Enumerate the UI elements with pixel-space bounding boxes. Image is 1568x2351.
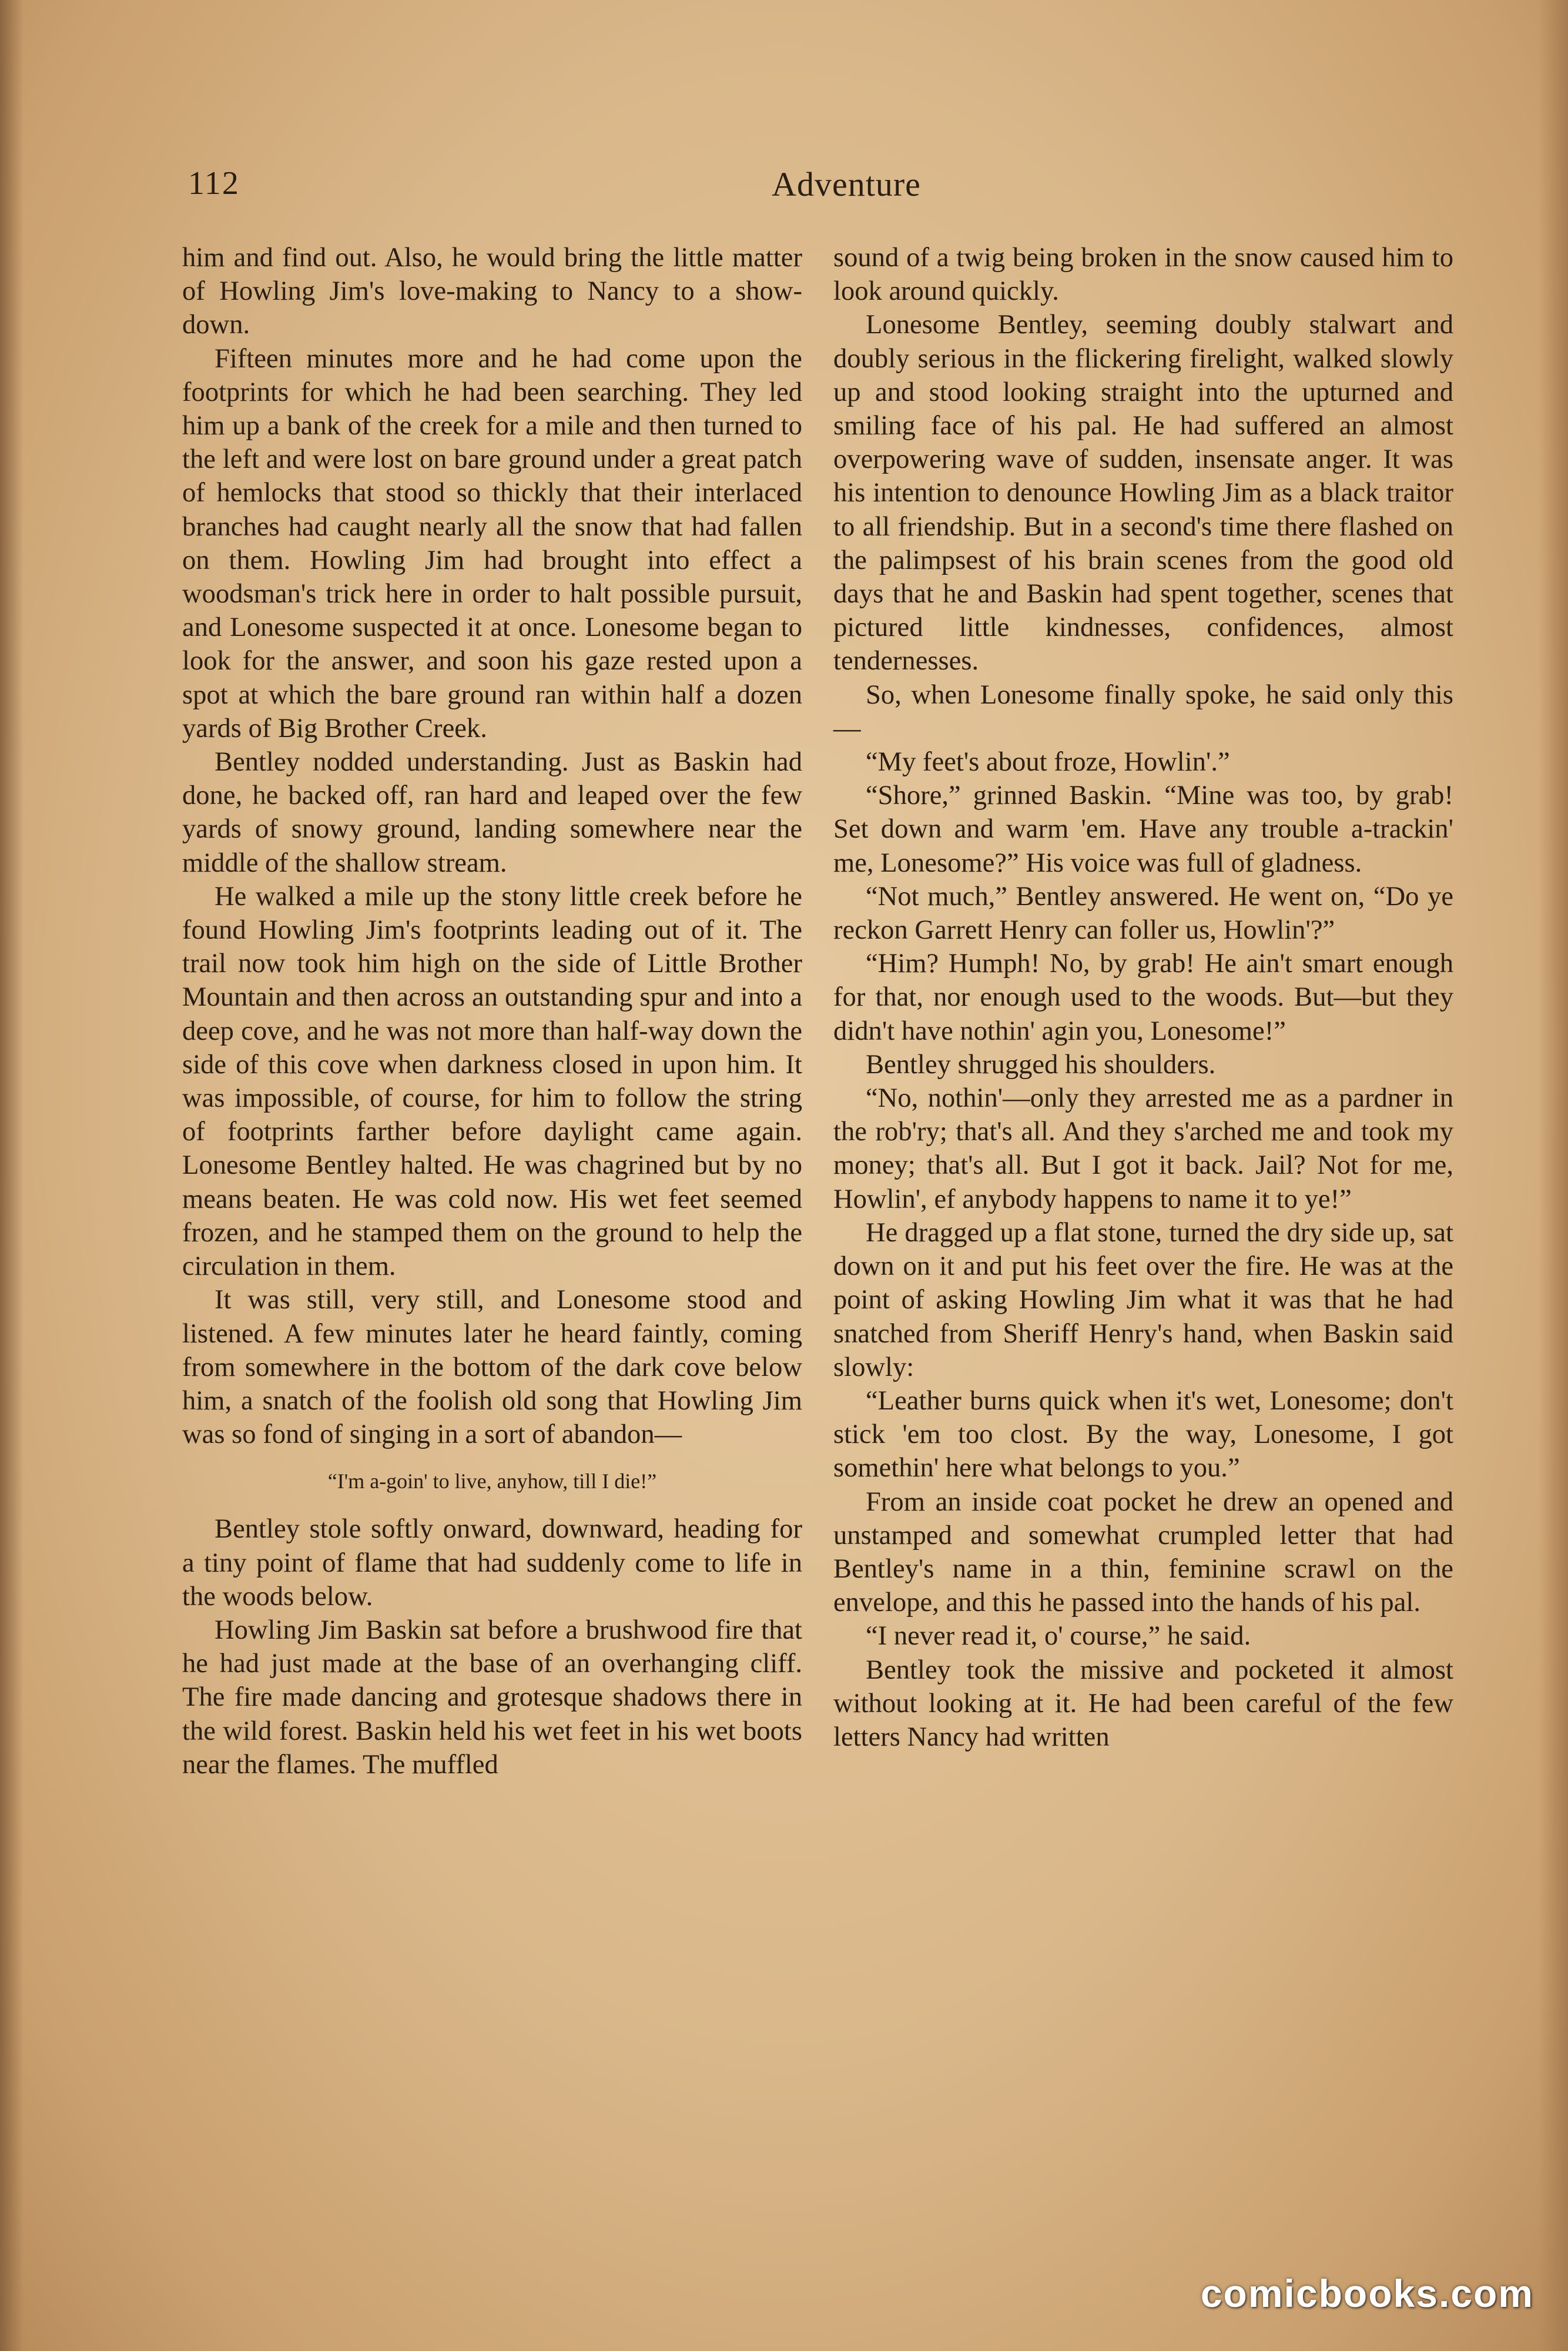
dialogue-line: “Him? Humph! No, by grab! He ain't smart enough for that, nor enough used to the woods. But—but they didn't have nothin' agin you, Lonesome!” bbox=[833, 948, 1453, 1046]
song-verse: “I'm a-goin' to live, anyhow, till I die!” bbox=[327, 1469, 657, 1493]
paragraph: He walked a mile up the stony little creek before he found Howling Jim's footprints leading out of it. The trail now took him high on the side of Little Brother Mountain and then across an outstanding spur and into a deep cove, and he was not more than half-way down the side of this cove when darkness closed in upon him. It was impossible, of course, for him to follow the string of footprints farther before daylight came again. Lonesome Bentley halted. He was chagrined but by no means beaten. He was cold now. His wet feet seemed frozen, and he stamped them on the ground to help the circulation in them. bbox=[182, 880, 802, 1282]
running-title: Adventure bbox=[772, 165, 921, 203]
paragraph: It was still, very still, and Lonesome stood and listened. A few minutes later he heard faintly, coming from somewhere in the bottom of the dark cove below him, a snatch of the foolish old song that Howling Jim was so fond of singing in a sort of abandon— bbox=[182, 1284, 802, 1450]
left-column bbox=[182, 241, 802, 1781]
watermark: comicbooks.com bbox=[1200, 2272, 1534, 2315]
paragraph: From an inside coat pocket he drew an opened and unstamped and somewhat crumpled letter that had Bentley's name in a thin, feminine scrawl on the envelope, and this he passed into the hands of his pal. bbox=[833, 1486, 1453, 1618]
page-header bbox=[188, 165, 1458, 212]
paragraph: sound of a twig being broken in the snow caused him to look around quickly. bbox=[833, 242, 1453, 307]
dialogue-line: “Shore,” grinned Baskin. “Mine was too, by grab! Set down and warm 'em. Have any trouble a-trackin' me, Lonesome?” His voice was full of gladness. bbox=[833, 780, 1453, 878]
page-edge-shadow-left bbox=[0, 0, 24, 2351]
dialogue-line: “No, nothin'—only they arrested me as a pardner in the rob'ry; that's all. And they s'arched me and took my money; that's all. But I got it back. Jail? Not for me, Howlin', ef anybody happens to name it to ye!” bbox=[833, 1083, 1453, 1214]
paragraph: him and find out. Also, he would bring the little matter of Howling Jim's love-making to Nancy to a show-down. bbox=[182, 242, 802, 340]
dialogue-line: “I never read it, o' course,” he said. bbox=[866, 1620, 1251, 1652]
paragraph: Bentley stole softly onward, downward, heading for a tiny point of flame that had suddenly come to life in the woods below. bbox=[182, 1513, 802, 1612]
paragraph: Bentley nodded understanding. Just as Baskin had done, he backed off, ran hard and leaped over the few yards of snowy ground, landing somewhere near the middle of the shallow stream. bbox=[182, 746, 802, 878]
paragraph: Howling Jim Baskin sat before a brushwood fire that he had just made at the base of an overhanging cliff. The fire made dancing and grotesque shadows there in the wild forest. Baskin held his wet feet in his wet boots near the flames. The muffled bbox=[182, 1614, 802, 1780]
page-number: 112 bbox=[188, 165, 240, 202]
dialogue-line: “Leather burns quick when it's wet, Lonesome; don't stick 'em too clost. By the way, Lonesome, I got somethin' here what belongs to you.” bbox=[833, 1385, 1453, 1483]
paragraph: Bentley shrugged his shoulders. bbox=[866, 1049, 1216, 1080]
paragraph: So, when Lonesome finally spoke, he said only this— bbox=[833, 679, 1453, 744]
dialogue-line: “Not much,” Bentley answered. He went on, “Do ye reckon Garrett Henry can foller us, Howlin'?” bbox=[833, 880, 1453, 946]
paragraph: He dragged up a flat stone, turned the dry side up, sat down on it and put his feet over the fire. He was at the point of asking Howling Jim what it was that he had snatched from Sheriff Henry's hand, when Baskin said slowly: bbox=[833, 1217, 1453, 1382]
paragraph: Fifteen minutes more and he had come upon the footprints for which he had been searching. They led him up a bank of the creek for a mile and then turned to the left and were lost on bare ground under a great patch of hemlocks that stood so thickly that their interlaced branches had caught nearly all the snow that had fallen on them. Howling Jim had brought into effect a woodsman's trick here in order to halt possible pursuit, and Lonesome suspected it at once. Lonesome began to look for the answer, and soon his gaze rested upon a spot at which the bare ground ran within half a dozen yards of Big Brother Creek. bbox=[182, 343, 802, 744]
paragraph: Lonesome Bentley, seeming doubly stalwart and doubly serious in the flickering firelight, walked slowly up and stood looking straight into the upturned and smiling face of his pal. He had suffered an almost overpowering wave of sudden, insensate anger. It was his intention to denounce Howling Jim as a black traitor to all friendship. But in a second's time there flashed on the palimpsest of his brain scenes from the good old days that he and Baskin had spent together, scenes that pictured little kindnesses, confidences, almost tendernesses. bbox=[833, 309, 1453, 677]
page-edge-shadow-right bbox=[1539, 0, 1568, 2351]
dialogue-line: “My feet's about froze, Howlin'.” bbox=[866, 746, 1230, 778]
right-column bbox=[833, 241, 1453, 1754]
paragraph: Bentley took the missive and pocketed it almost without looking at it. He had been careful of the few letters Nancy had written bbox=[833, 1654, 1453, 1752]
